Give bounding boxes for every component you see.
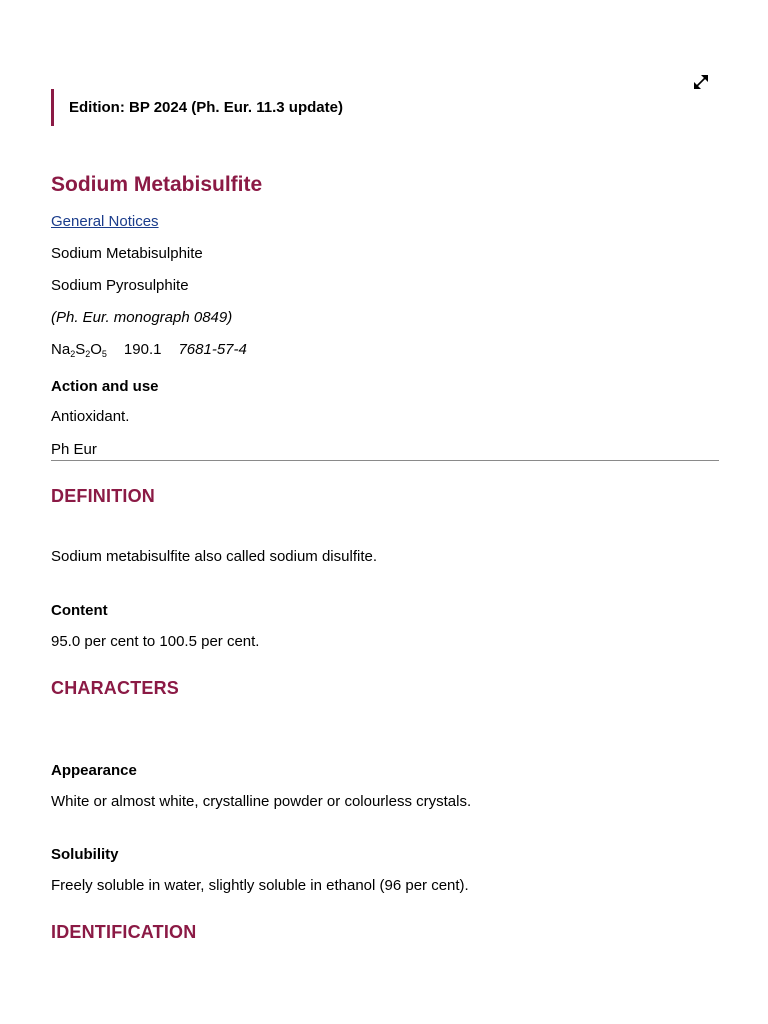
synonym-pyrosulphite: Sodium Pyrosulphite [51,277,189,294]
content-text: 95.0 per cent to 100.5 per cent. [51,633,260,650]
solubility-text: Freely soluble in water, slightly soluble in ethanol (96 per cent). [51,877,469,894]
formula-na-subscript: 2 [70,349,76,359]
monograph-title: Sodium Metabisulfite [51,173,263,196]
appearance-heading: Appearance [51,762,137,779]
edition-banner [51,89,343,126]
edition-text: Edition: BP 2024 (Ph. Eur. 11.3 update) [69,99,343,116]
definition-heading: DEFINITION [51,486,155,506]
ph-eur-monograph-reference: (Ph. Eur. monograph 0849) [51,309,233,326]
general-notices-row [51,213,159,230]
action-and-use-heading: Action and use [51,378,159,395]
formula-s-subscript: 2 [85,349,91,359]
molecular-weight: 190.1 [123,341,162,358]
cas-number: 7681-57-4 [178,341,247,358]
solubility-heading: Solubility [51,846,119,863]
formula-row [51,341,247,359]
appearance-text: White or almost white, crystalline powder or colourless crystals. [51,793,472,810]
formula-o: O [90,341,102,358]
synonym-metabisulphite: Sodium Metabisulphite [51,245,203,262]
identification-heading: IDENTIFICATION [51,922,197,942]
molecular-formula [51,341,107,358]
formula-na: Na [51,341,71,358]
definition-text: Sodium metabisulfite also called sodium disulfite. [51,548,377,565]
content-heading: Content [51,602,108,619]
characters-heading: CHARACTERS [51,678,179,698]
formula-s: S [75,341,86,358]
general-notices-link[interactable]: General Notices [51,213,159,230]
formula-o-subscript: 5 [101,349,107,359]
ph-eur-divider [51,460,719,461]
expand-icon[interactable] [692,73,710,91]
ph-eur-label: Ph Eur [51,441,97,458]
action-and-use-text: Antioxidant. [51,408,130,425]
